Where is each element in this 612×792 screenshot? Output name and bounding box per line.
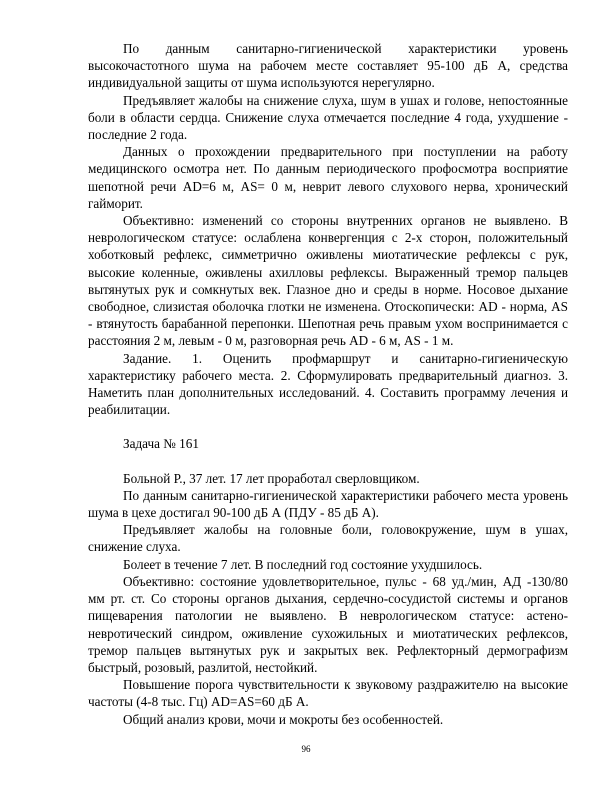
text-line: пищеварения патологии не выявлено. В неврологическом статусе: астено- — [88, 608, 568, 624]
text-line: По данным санитарно-гигиенической характеристики рабочего места уровень — [123, 487, 568, 503]
text-line: гайморит. — [88, 195, 143, 211]
paragraph — [88, 143, 568, 212]
text-line: Общий анализ крови, мочи и мокроты без особенностей. — [123, 711, 444, 727]
text-line: быстрый, розовый, разлитой, нестойкий. — [88, 659, 318, 675]
paragraph — [88, 556, 568, 573]
text-line: неврологическом статусе: ослаблена конвергенция с 2-х сторон, положительный — [88, 230, 568, 246]
page-content — [88, 40, 568, 728]
paragraph — [88, 40, 568, 92]
paragraph — [88, 521, 568, 555]
text-line: частоты (4-8 тыс. Гц) AD=AS=60 дБ А. — [88, 694, 309, 710]
text-line: свободное, слизистая оболочка глотки не изменена. Отоскопически: AD - норма, AS — [88, 299, 568, 315]
text-line: По данным санитарно-гигиенической характеристики уровень — [123, 41, 568, 56]
text-line: - втянутость барабанной перепонки. Шепотная речь правым ухом воспринимается с — [88, 316, 568, 332]
text-line: реабилитации. — [88, 402, 171, 418]
text-line: расстояния 2 м, левым - 0 м, разговорная речь AD - 6 м, AS - 1 м. — [88, 333, 454, 349]
page-number: 96 — [301, 744, 311, 754]
text-line: характеристику рабочего места. 2. Сформулировать предварительный диагноз. 3. — [88, 367, 568, 383]
paragraph — [88, 487, 568, 521]
text-line: невротический синдром, оживление сухожильных и миотатических рефлексов, — [88, 625, 568, 641]
text-line: Повышение порога чувствительности к звуковому раздражителю на высокие — [123, 677, 568, 693]
text-line: хоботковый рефлекс, симметрично оживлены миотатические рефлексы с рук, — [88, 247, 568, 263]
text-line: высокочастотного шума на рабочем месте составляет 95-100 дБ А, средства — [88, 58, 568, 74]
text-line: индивидуальной защиты от шума используются нерегулярно. — [88, 75, 435, 91]
paragraph — [88, 573, 568, 676]
paragraph — [88, 212, 568, 350]
text-line: Болеет в течение 7 лет. В последний год состояние ухудшилось. — [123, 556, 483, 572]
text-line: боли в области сердца. Снижение слуха отмечается последние 4 года, ухудшение - — [88, 109, 568, 125]
text-line: тремор пальцев вытянутых рук и закрытых век. Рефлекторный дермографизм — [88, 642, 568, 658]
text-line: шепотной речи AD=6 м, AS= 0 м, неврит левого слухового нерва, хронический — [88, 178, 568, 194]
case-description — [88, 40, 568, 418]
text-line: Данных о прохождении предварительного при поступлении на работу — [123, 144, 568, 160]
text-line: Наметить план дополнительных исследований. 4. Составить программу лечения и — [88, 385, 568, 401]
text-line: мм рт. ст. Со стороны органов дыхания, сердечно-сосудистой системы и органов — [88, 591, 568, 607]
paragraph — [88, 470, 568, 487]
blank-line — [88, 453, 568, 470]
task-description — [88, 470, 568, 728]
text-line: Объективно: состояние удовлетворительное, пульс - 68 уд./мин, АД -130/80 — [123, 573, 568, 589]
text-line: снижение слуха. — [88, 539, 181, 555]
text-line: шума в цехе достигал 90-100 дБ А (ПДУ - 85 дБ А). — [88, 505, 379, 521]
text-line: Предъявляет жалобы на снижение слуха, шум в ушах и голове, непостоянные — [123, 92, 568, 108]
text-line: Предъявляет жалобы на головные боли, головокружение, шум в ушах, — [123, 522, 568, 538]
text-line: Больной Р., 37 лет. 17 лет проработал сверловщиком. — [123, 470, 420, 486]
text-line: последние 2 года. — [88, 127, 188, 143]
paragraph — [88, 350, 568, 419]
text-line: вытянутых рук и сомкнутых век. Глазное дно и среды в норме. Носовое дыхание — [88, 281, 568, 297]
paragraph — [88, 711, 568, 728]
text-line: Задание. 1. Оценить профмаршрут и санитарно-гигиеническую — [123, 350, 568, 366]
text-line: высокие коленные, оживлены ахилловы рефлексы. Выраженный тремор пальцев — [88, 264, 568, 280]
paragraph — [88, 676, 568, 710]
task-heading-text: Задача № 161 — [123, 436, 199, 452]
blank-line — [88, 418, 568, 435]
text-line: Объективно: изменений со стороны внутренних органов не выявлено. В — [123, 213, 568, 229]
paragraph — [88, 92, 568, 144]
task-heading — [88, 435, 568, 452]
text-line: медицинского осмотра нет. По данным периодического профосмотра восприятие — [88, 161, 568, 177]
